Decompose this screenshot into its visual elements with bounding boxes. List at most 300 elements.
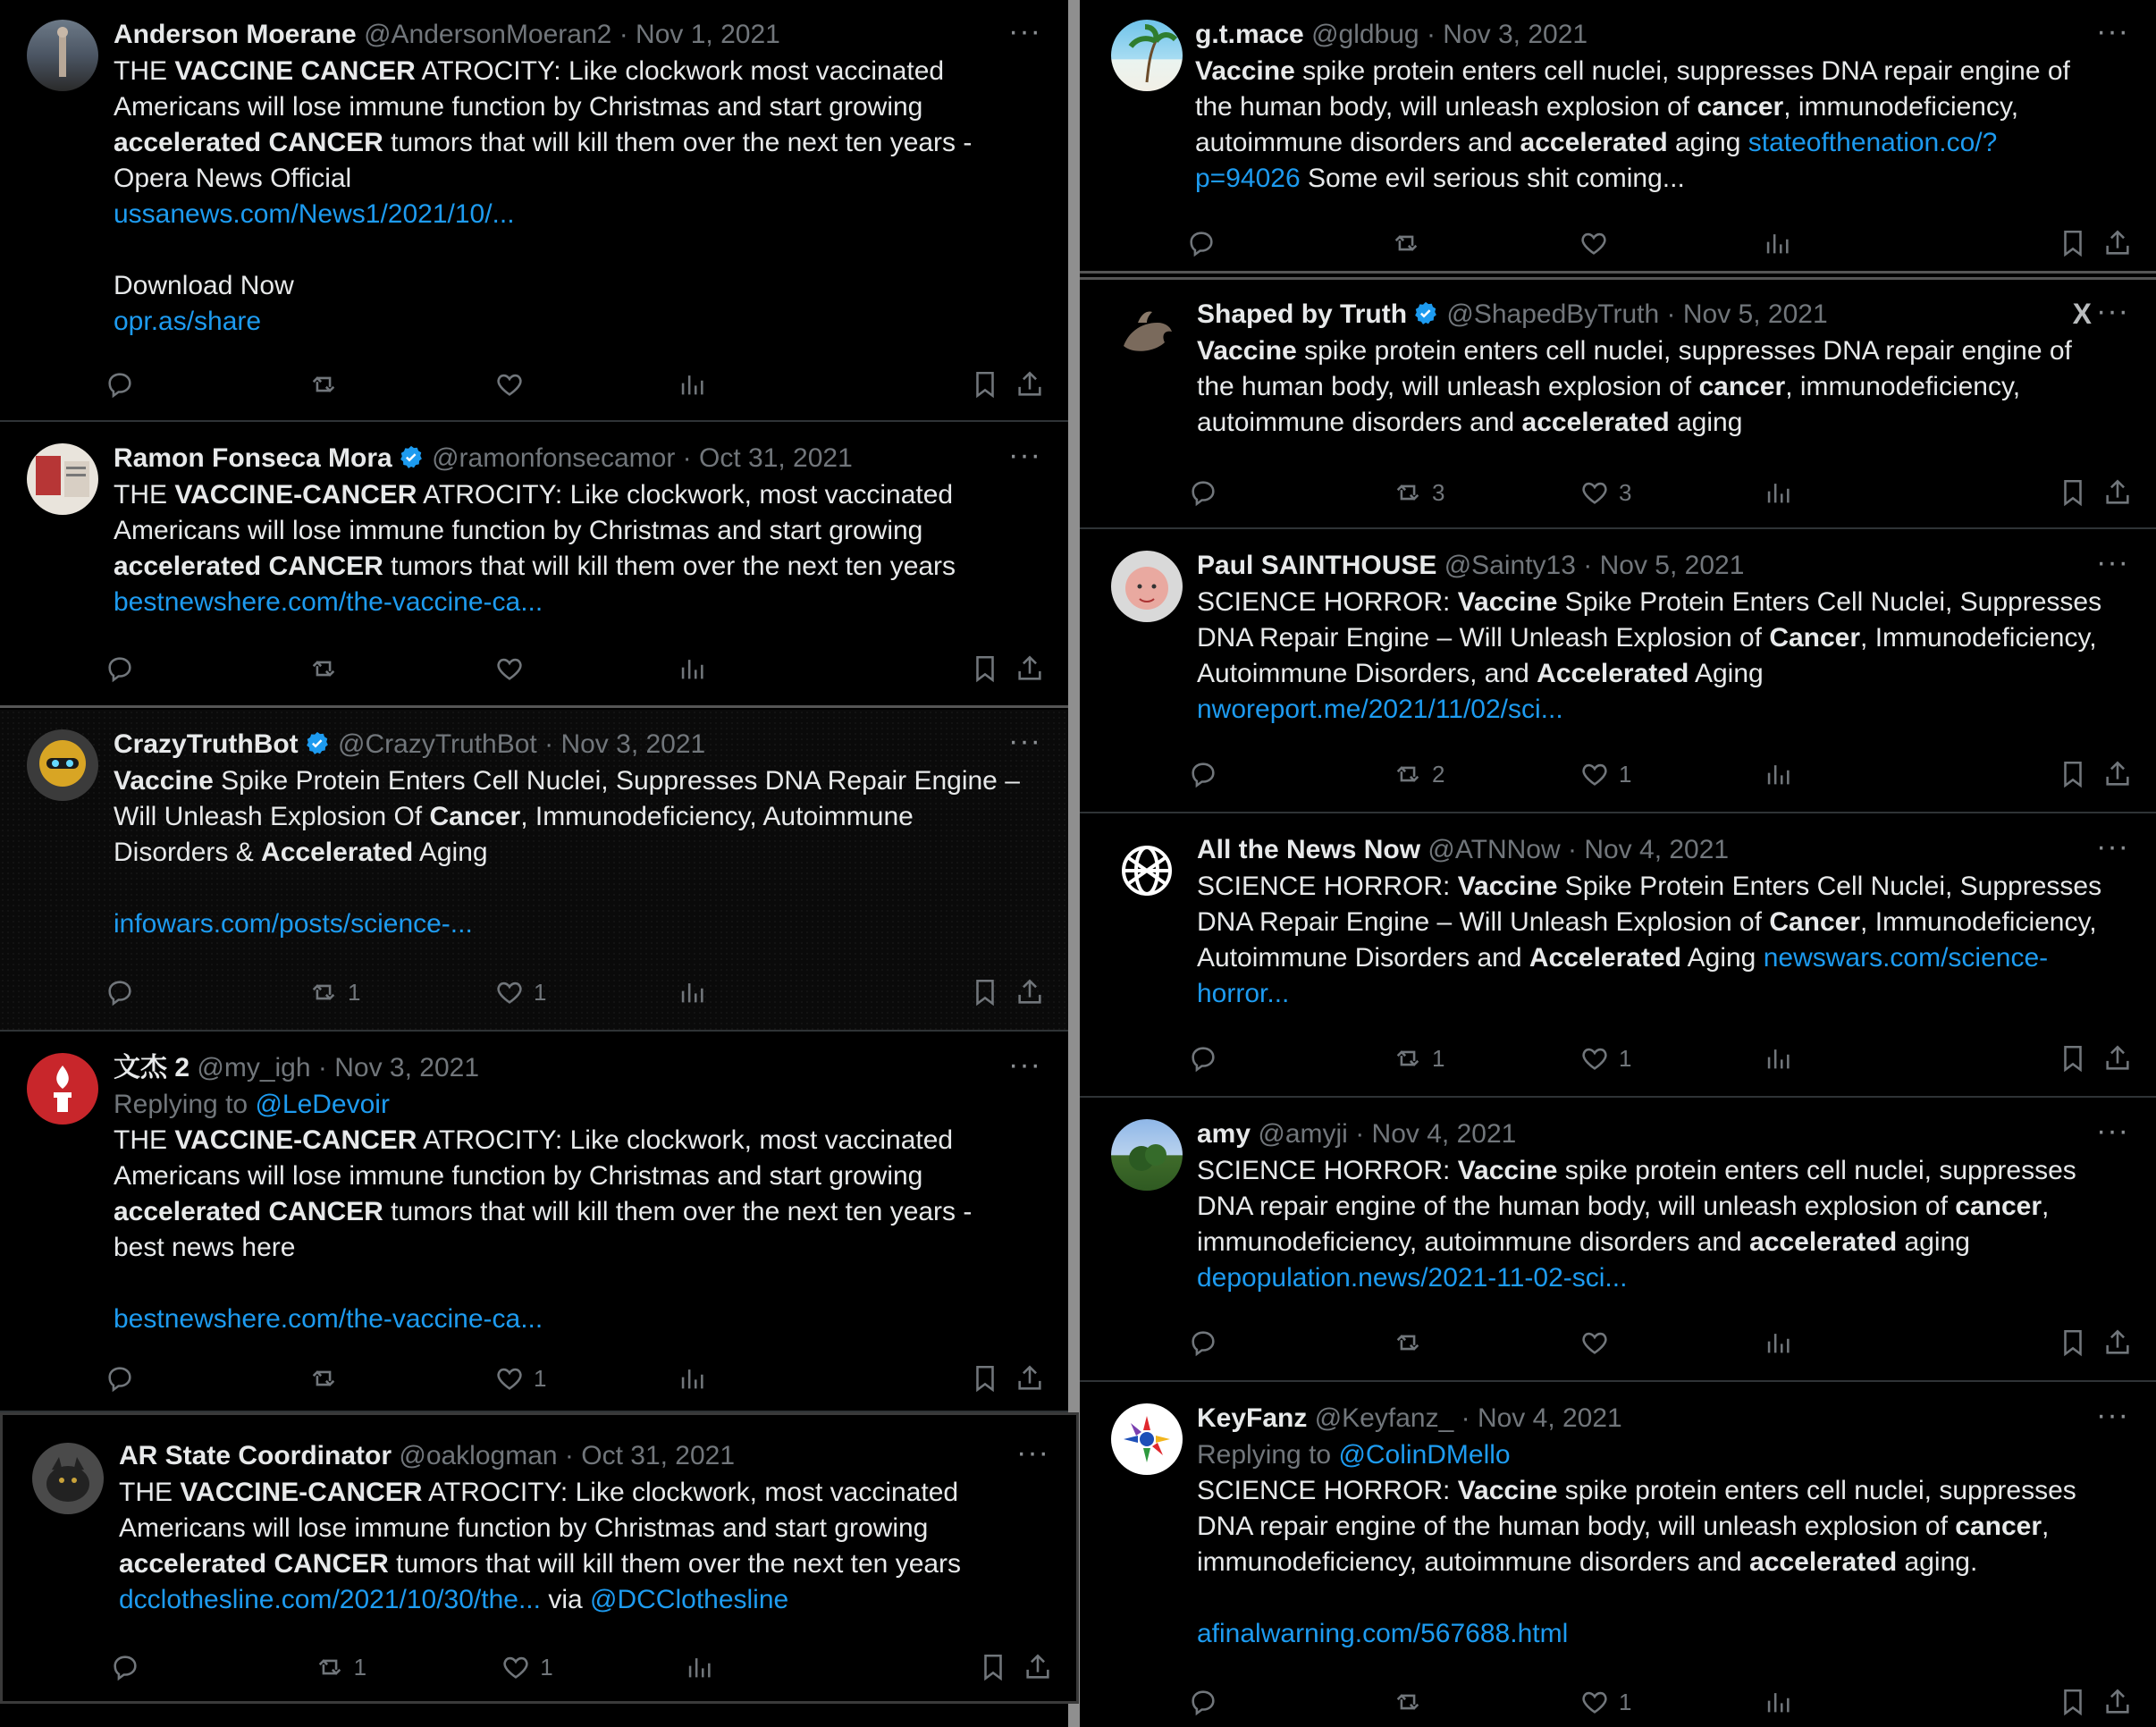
more-icon[interactable]: ···	[2096, 1114, 2129, 1148]
tweet-text-bold: accelerated	[1520, 128, 1668, 157]
more-icon[interactable]: ···	[1008, 724, 1041, 758]
tweet-text-segment: ATROCITY: Like clockwork, most vaccinated	[422, 1478, 959, 1507]
display-name[interactable]: 文杰 2	[114, 1053, 190, 1083]
tweet-text	[1197, 1473, 2129, 1652]
tweet-text-segment: THE	[114, 56, 175, 86]
tweet-text-segment: Aging	[1689, 659, 1764, 688]
like-count: 1	[1619, 760, 1632, 788]
tweet-text-segment: , Immunodeficiency,	[1860, 623, 2097, 653]
tweet-text-segment: aging	[1897, 1227, 1970, 1257]
tweet-card[interactable]	[1080, 1384, 2156, 1727]
timestamp[interactable]: Nov 1, 2021	[636, 20, 780, 49]
tweet-text-segment: Americans will lose immune function by Christmas and start growing	[114, 1161, 923, 1191]
like-icon[interactable]	[494, 651, 525, 687]
tweet-text-segment: tumors that will kill them over the next ten years -	[383, 1197, 973, 1226]
tweet-link[interactable]: afinalwarning.com/567688.html	[1197, 1619, 1569, 1648]
share-icon[interactable]	[2102, 225, 2133, 261]
display-name[interactable]: All the News Now	[1197, 835, 1421, 864]
replying-to-label: Replying to	[1197, 1440, 1339, 1470]
retweet-count: 2	[1432, 760, 1445, 788]
timestamp[interactable]: Nov 5, 2021	[1682, 299, 1828, 329]
views-icon[interactable]	[1763, 756, 1793, 792]
retweet-icon[interactable]	[315, 1649, 366, 1685]
like-icon[interactable]	[501, 1649, 552, 1685]
tweet-text	[1197, 585, 2129, 728]
views-icon[interactable]	[684, 1649, 714, 1685]
tweet-text-segment: via	[540, 1585, 591, 1614]
separator-dot: ·	[1355, 1119, 1365, 1149]
more-icon[interactable]: ···	[1008, 438, 1041, 472]
tweet-card[interactable]	[1080, 815, 2156, 1098]
display-name[interactable]: CrazyTruthBot	[114, 729, 299, 759]
tweet-actions	[1197, 1040, 2129, 1076]
bookmark-icon[interactable]	[2058, 1040, 2088, 1076]
tweet-text-segment: DNA repair engine of the human body, will unleash explosion of	[1197, 1512, 1956, 1541]
bookmark-icon[interactable]	[970, 366, 1000, 402]
tweet-header	[1195, 16, 2129, 54]
tweet-text-segment: spike protein enters cell nuclei, suppresses DNA repair engine of	[1296, 336, 2072, 366]
like-icon[interactable]	[1579, 1325, 1610, 1361]
tweet-link[interactable]: @DCClothesline	[590, 1585, 789, 1614]
more-icon[interactable]: ···	[2096, 830, 2129, 864]
like-icon[interactable]	[1579, 475, 1631, 510]
share-icon[interactable]	[2102, 1684, 2133, 1720]
tweet-header	[114, 726, 1041, 763]
tweet-text-segment: Disorders &	[114, 838, 262, 867]
bookmark-icon[interactable]	[970, 974, 1000, 1010]
tweet-text-bold: Cancer	[1769, 623, 1861, 653]
tweet-text-segment: aging.	[1897, 1547, 1978, 1577]
tweet-text-bold: Vaccine	[114, 766, 214, 796]
reply-icon[interactable]	[105, 974, 135, 1010]
reply-icon[interactable]	[1186, 225, 1217, 261]
tweet-text-segment: Some evil serious shit coming...	[1300, 164, 1685, 193]
tweet-link[interactable]: depopulation.news/2021-11-02-sci...	[1197, 1263, 1628, 1293]
bookmark-icon[interactable]	[978, 1649, 1008, 1685]
reply-icon[interactable]	[105, 366, 135, 402]
reply-icon[interactable]	[1188, 1325, 1218, 1361]
tweet-text-segment: immunodeficiency, autoimmune disorders and	[1197, 1547, 1750, 1577]
tweet-link[interactable]: dcclothesline.com/2021/10/30/the...	[119, 1585, 541, 1614]
tweet-text-bold: Vaccine	[1197, 336, 1297, 366]
replying-to-label: Replying to	[114, 1090, 256, 1119]
tweet-text-segment: DNA Repair Engine – Will Unleash Explosion of	[1197, 907, 1770, 937]
retweet-icon[interactable]	[308, 366, 339, 402]
retweet-count: 1	[1432, 1044, 1445, 1072]
tweet-text-segment: Spike Protein Enters Cell Nuclei, Suppresses	[1557, 872, 2102, 901]
handle[interactable]: @amyji	[1258, 1119, 1348, 1149]
avatar[interactable]	[27, 20, 98, 91]
tweet-text	[114, 54, 1041, 340]
handle[interactable]: @ATNNow	[1428, 835, 1561, 864]
tweet-text-segment: spike protein enters cell nuclei, suppresses DNA repair engine of	[1294, 56, 2070, 86]
tweet-text-segment: spike protein enters cell nuclei, suppresses	[1557, 1156, 2076, 1185]
like-count: 1	[1619, 1044, 1632, 1072]
tweet-card[interactable]	[1080, 531, 2156, 813]
tweet-text-bold: Vaccine	[1457, 1476, 1558, 1505]
retweet-count: 1	[348, 978, 361, 1006]
tweet-header	[114, 1049, 1041, 1087]
tweet-text-segment: Autoimmune Disorders, and	[1197, 659, 1537, 688]
tweet-text-bold: Accelerated	[1537, 659, 1689, 688]
share-icon[interactable]	[1023, 1649, 1053, 1685]
bookmark-icon[interactable]	[970, 1361, 1000, 1396]
more-icon[interactable]: ···	[2096, 545, 2129, 579]
tweet-actions	[114, 1361, 1041, 1396]
reply-icon[interactable]	[110, 1649, 140, 1685]
tweet-header	[1197, 296, 2129, 333]
tweet-card[interactable]	[0, 710, 1068, 1032]
timestamp[interactable]: Nov 5, 2021	[1599, 551, 1745, 580]
replying-to-handle[interactable]: @LeDevoir	[255, 1090, 390, 1119]
tweet-text-bold: Accelerated	[1529, 943, 1681, 973]
tweet-text-segment: SCIENCE HORROR:	[1197, 587, 1458, 617]
display-name[interactable]: amy	[1197, 1119, 1251, 1149]
avatar[interactable]	[27, 443, 98, 515]
tweet-actions	[1195, 225, 2129, 261]
tweet-actions	[114, 974, 1041, 1010]
retweet-icon[interactable]	[1391, 225, 1421, 261]
views-icon[interactable]	[677, 366, 707, 402]
tweet-text-bold: accelerated	[1749, 1547, 1898, 1577]
tweet-text-segment: aging	[1667, 128, 1748, 157]
retweet-icon[interactable]	[1393, 756, 1444, 792]
views-icon[interactable]	[1763, 1684, 1793, 1720]
tweet-text-segment: , Immunodeficiency,	[1860, 907, 2097, 937]
tweet-actions	[114, 651, 1041, 687]
tweet-text-segment: THE	[114, 480, 175, 510]
handle[interactable]: @Sainty13	[1444, 551, 1576, 580]
reply-icon[interactable]	[1188, 1684, 1218, 1720]
reply-icon[interactable]	[1188, 475, 1218, 510]
tweet-text-segment: SCIENCE HORROR:	[1197, 1476, 1458, 1505]
handle[interactable]: @gldbug	[1311, 20, 1419, 49]
avatar[interactable]	[1111, 551, 1183, 622]
share-icon[interactable]	[2102, 756, 2133, 792]
handle[interactable]: @oaklogman	[399, 1441, 558, 1470]
tweet-text-segment: ,	[2042, 1192, 2050, 1221]
tweet-header	[114, 440, 1041, 477]
tweet-link[interactable]: ussanews.com/News1/2021/10/...	[114, 199, 515, 229]
handle[interactable]: @ShapedByTruth	[1446, 299, 1660, 329]
separator-dot: ·	[1426, 20, 1436, 49]
views-icon[interactable]	[677, 1361, 707, 1396]
tweet-text-segment: best news here	[114, 1233, 296, 1262]
handle[interactable]: @Keyfanz_	[1314, 1403, 1454, 1433]
separator-dot: ·	[544, 729, 554, 759]
separator-dot: ·	[564, 1441, 574, 1470]
display-name[interactable]: Paul SAINTHOUSE	[1197, 551, 1437, 580]
tweet-card[interactable]	[0, 1033, 1068, 1412]
avatar[interactable]	[32, 1443, 104, 1514]
bookmark-icon[interactable]	[2058, 225, 2088, 261]
timestamp[interactable]: Nov 4, 2021	[1584, 835, 1730, 864]
tweet-text-segment: Spike Protein Enters Cell Nuclei, Suppresses DNA Repair Engine –	[213, 766, 1020, 796]
display-name[interactable]: g.t.mace	[1195, 20, 1304, 49]
tweet-link[interactable]: opr.as/share	[114, 307, 262, 336]
tweet-link[interactable]: horror...	[1197, 979, 1290, 1008]
reply-icon[interactable]	[105, 651, 135, 687]
tweet-text-bold: accelerated CANCER	[114, 552, 383, 581]
tweet-text-segment: tumors that will kill them over the next ten years	[388, 1549, 962, 1579]
retweet-icon[interactable]	[1393, 1040, 1444, 1076]
tweet-text-segment: Opera News Official	[114, 164, 352, 193]
timestamp[interactable]: Nov 4, 2021	[1371, 1119, 1517, 1149]
tweet-text-segment: DNA Repair Engine – Will Unleash Explosion of	[1197, 623, 1770, 653]
tweet-text-segment: ATROCITY: Like clockwork most vaccinated	[415, 56, 945, 86]
display-name[interactable]: KeyFanz	[1197, 1403, 1308, 1433]
tweet-text-segment: THE	[119, 1478, 181, 1507]
tweet-text-segment: , immunodeficiency,	[1783, 92, 2019, 122]
tweet-link[interactable]: p=94026	[1195, 164, 1301, 193]
tweet-header	[1197, 1400, 2129, 1437]
tweet-text-segment: autoimmune disorders and	[1197, 408, 1522, 437]
tweet-text-segment: autoimmune disorders and	[1195, 128, 1520, 157]
retweet-count: 3	[1432, 478, 1445, 506]
tweet-text-segment: Aging	[413, 838, 488, 867]
tweet-link[interactable]: nworeport.me/2021/11/02/sci...	[1197, 695, 1563, 724]
tweet-text-segment: the human body, will unleash explosion of	[1195, 92, 1697, 122]
like-count: 3	[1619, 478, 1632, 506]
avatar[interactable]	[1111, 1403, 1183, 1475]
tweet-text-segment: Spike Protein Enters Cell Nuclei, Suppresses	[1557, 587, 2102, 617]
like-count: 1	[1619, 1688, 1632, 1715]
separator-dot: ·	[619, 20, 628, 49]
tweet-text	[114, 763, 1041, 942]
tweet-text-segment: SCIENCE HORROR:	[1197, 1156, 1458, 1185]
tweet-text-bold: Vaccine	[1457, 872, 1558, 901]
avatar[interactable]	[27, 729, 98, 801]
tweet-text-segment: Aging	[1680, 943, 1764, 973]
tweet-text	[1197, 333, 2129, 441]
like-icon[interactable]	[494, 1361, 546, 1396]
share-icon[interactable]	[2102, 475, 2133, 510]
separator-dot: ·	[1666, 299, 1676, 329]
bookmark-icon[interactable]	[2058, 475, 2088, 510]
handle[interactable]: @my_igh	[197, 1053, 311, 1083]
tweet-text-segment: , immunodeficiency,	[1785, 372, 2021, 401]
display-name[interactable]: AR State Coordinator	[119, 1441, 392, 1470]
like-icon[interactable]	[494, 974, 546, 1010]
separator-dot: ·	[1583, 551, 1593, 580]
tweet-text-segment: Will Unleash Explosion Of	[114, 802, 430, 831]
tweet-link[interactable]: bestnewshere.com/the-vaccine-ca...	[114, 587, 543, 617]
tweet-text	[1197, 1153, 2129, 1296]
bookmark-icon[interactable]	[970, 651, 1000, 687]
tweet-text-bold: cancer	[1698, 372, 1786, 401]
tweet-header	[1197, 1116, 2129, 1153]
tweet-text-segment: Autoimmune Disorders and	[1197, 943, 1529, 973]
bookmark-icon[interactable]	[2058, 756, 2088, 792]
replying-to	[114, 1087, 1041, 1123]
share-icon[interactable]	[2102, 1325, 2133, 1361]
tweet-card[interactable]	[0, 0, 1068, 422]
tweet-text	[1197, 869, 2129, 1012]
verified-badge-icon	[1412, 300, 1439, 327]
retweet-icon[interactable]	[1393, 475, 1444, 510]
views-icon[interactable]	[1762, 225, 1792, 261]
more-icon[interactable]: ···	[2096, 14, 2129, 48]
tweet-text-bold: VACCINE-CANCER	[174, 1125, 417, 1155]
bookmark-icon[interactable]	[2058, 1684, 2088, 1720]
tweet-text-segment: Americans will lose immune function by Christmas and start growing	[114, 516, 923, 545]
tweet-text-segment: ,	[2042, 1512, 2050, 1541]
like-icon[interactable]	[1579, 1684, 1631, 1720]
views-icon[interactable]	[1763, 1040, 1793, 1076]
reply-icon[interactable]	[1188, 756, 1218, 792]
like-count: 1	[534, 978, 547, 1006]
timestamp[interactable]: Nov 3, 2021	[334, 1053, 480, 1083]
more-icon[interactable]: ···	[1016, 1436, 1049, 1470]
tweet-actions	[1197, 756, 2129, 792]
tweet-text-bold: accelerated	[1521, 408, 1670, 437]
tweet-text-segment: Americans will lose immune function by Christmas and start growing	[119, 1513, 929, 1543]
tweet-text	[114, 1123, 1041, 1337]
views-icon[interactable]	[1763, 1325, 1793, 1361]
timestamp[interactable]: Nov 3, 2021	[560, 729, 706, 759]
tweet-link[interactable]: stateofthenation.co/?	[1748, 128, 1998, 157]
tweet-card[interactable]	[0, 424, 1068, 708]
display-name[interactable]: Anderson Moerane	[114, 20, 357, 49]
tweet-text-bold: accelerated CANCER	[114, 128, 383, 157]
separator-dot: ·	[682, 443, 692, 473]
tweet-text-segment: spike protein enters cell nuclei, suppresses	[1557, 1476, 2076, 1505]
tweet-text-segment: THE	[114, 1125, 175, 1155]
tweet-text-segment: SCIENCE HORROR:	[1197, 872, 1458, 901]
tweet-actions	[114, 366, 1041, 402]
avatar[interactable]	[1111, 1119, 1183, 1191]
reply-icon[interactable]	[1188, 1040, 1218, 1076]
more-icon[interactable]: ···	[1008, 1048, 1041, 1082]
tweet-actions	[1197, 1325, 2129, 1361]
tweet-text-segment: , Immunodeficiency, Autoimmune	[520, 802, 914, 831]
separator-dot: ·	[1567, 835, 1577, 864]
tweet-link[interactable]: newswars.com/science-	[1763, 943, 2049, 973]
retweet-count: 1	[353, 1653, 367, 1681]
display-name[interactable]: Shaped by Truth	[1197, 299, 1408, 329]
tweet-header	[114, 16, 1041, 54]
retweet-icon[interactable]	[308, 974, 360, 1010]
left-search-results-column	[0, 0, 1068, 1727]
tweet-text-bold: VACCINE-CANCER	[174, 480, 417, 510]
tweet-text	[1195, 54, 2129, 197]
like-icon[interactable]	[1579, 225, 1609, 261]
grok-icon[interactable]: X	[2072, 298, 2092, 330]
tweet-text-bold: cancer	[1955, 1192, 2042, 1221]
handle[interactable]: @ramonfonsecamor	[432, 443, 676, 473]
timestamp[interactable]: Oct 31, 2021	[581, 1441, 736, 1470]
tweet-text-bold: VACCINE CANCER	[174, 56, 416, 86]
tweet-text	[114, 477, 1041, 620]
tweet-text-bold: Cancer	[1769, 907, 1861, 937]
timestamp[interactable]: Nov 3, 2021	[1443, 20, 1588, 49]
tweet-text-bold: Cancer	[429, 802, 521, 831]
more-icon[interactable]: ···	[2096, 294, 2129, 328]
timestamp[interactable]: Oct 31, 2021	[699, 443, 853, 473]
like-count: 1	[534, 1364, 547, 1392]
like-icon[interactable]	[1579, 756, 1631, 792]
reply-icon[interactable]	[105, 1361, 135, 1396]
tweet-text-segment: ATROCITY: Like clockwork, most vaccinated	[417, 480, 954, 510]
tweet-text-segment: tumors that will kill them over the next ten years	[383, 552, 956, 581]
tweet-text	[119, 1475, 1049, 1618]
verified-badge-icon	[398, 444, 425, 471]
tweet-text-bold: accelerated CANCER	[114, 1197, 383, 1226]
tweet-header	[1197, 831, 2129, 869]
share-icon[interactable]	[1015, 366, 1045, 402]
tweet-actions	[1197, 1684, 2129, 1720]
tweet-card[interactable]	[0, 1412, 1079, 1704]
like-icon[interactable]	[1579, 1040, 1631, 1076]
tweet-text-bold: cancer	[1955, 1512, 2042, 1541]
tweet-text-segment: ATROCITY: Like clockwork, most vaccinated	[417, 1125, 954, 1155]
avatar[interactable]	[1111, 835, 1183, 906]
views-icon[interactable]	[677, 651, 707, 687]
handle[interactable]: @CrazyTruthBot	[338, 729, 537, 759]
views-icon[interactable]	[677, 974, 707, 1010]
tweet-text-segment: tumors that will kill them over the next ten years -	[383, 128, 973, 157]
tweet-text-segment: aging	[1669, 408, 1743, 437]
tweet-header	[119, 1437, 1049, 1475]
tweet-card[interactable]	[1080, 277, 2156, 529]
tweet-actions	[119, 1649, 1049, 1685]
tweet-text-bold: Vaccine	[1457, 1156, 1558, 1185]
share-icon[interactable]	[1015, 974, 1045, 1010]
tweet-card[interactable]	[1080, 0, 2156, 274]
share-icon[interactable]	[2102, 1040, 2133, 1076]
bookmark-icon[interactable]	[2058, 1325, 2088, 1361]
avatar[interactable]	[1111, 20, 1183, 91]
avatar[interactable]	[1111, 299, 1183, 371]
tweet-actions	[1197, 475, 2129, 510]
share-icon[interactable]	[1015, 651, 1045, 687]
tweet-card[interactable]	[1080, 1099, 2156, 1382]
like-icon[interactable]	[494, 366, 525, 402]
tweet-text-bold: Accelerated	[261, 838, 414, 867]
retweet-icon[interactable]	[308, 651, 339, 687]
retweet-icon[interactable]	[308, 1361, 339, 1396]
tweet-text-bold: cancer	[1697, 92, 1784, 122]
tweet-text-segment: immunodeficiency, autoimmune disorders and	[1197, 1227, 1750, 1257]
tweet-text-segment: Americans will lose immune function by Christmas and start growing	[114, 92, 923, 122]
share-icon[interactable]	[1015, 1361, 1045, 1396]
more-icon[interactable]: ···	[1008, 14, 1041, 48]
tweet-text-bold: Vaccine	[1195, 56, 1295, 86]
separator-dot: ·	[1461, 1403, 1470, 1433]
replying-to-handle[interactable]: @ColinDMello	[1338, 1440, 1511, 1470]
tweet-text-segment: DNA repair engine of the human body, will unleash explosion of	[1197, 1192, 1956, 1221]
display-name[interactable]: Ramon Fonseca Mora	[114, 443, 392, 473]
tweet-header	[1197, 547, 2129, 585]
retweet-icon[interactable]	[1393, 1684, 1423, 1720]
like-count: 1	[540, 1653, 553, 1681]
separator-dot: ·	[317, 1053, 327, 1083]
tweet-text-bold: accelerated	[1749, 1227, 1898, 1257]
tweet-text-segment: the human body, will unleash explosion of	[1197, 372, 1699, 401]
tweet-link[interactable]: bestnewshere.com/the-vaccine-ca...	[114, 1304, 543, 1334]
tweet-text-bold: VACCINE-CANCER	[180, 1478, 423, 1507]
tweet-text-bold: accelerated CANCER	[119, 1549, 389, 1579]
timestamp[interactable]: Nov 4, 2021	[1477, 1403, 1622, 1433]
handle[interactable]: @AndersonMoeran2	[364, 20, 612, 49]
retweet-icon[interactable]	[1393, 1325, 1423, 1361]
avatar[interactable]	[27, 1053, 98, 1125]
more-icon[interactable]: ···	[2096, 1398, 2129, 1432]
views-icon[interactable]	[1763, 475, 1793, 510]
right-search-results-column	[1080, 0, 2156, 1727]
tweet-link[interactable]: infowars.com/posts/science-...	[114, 909, 473, 939]
tweet-text-bold: Vaccine	[1457, 587, 1558, 617]
